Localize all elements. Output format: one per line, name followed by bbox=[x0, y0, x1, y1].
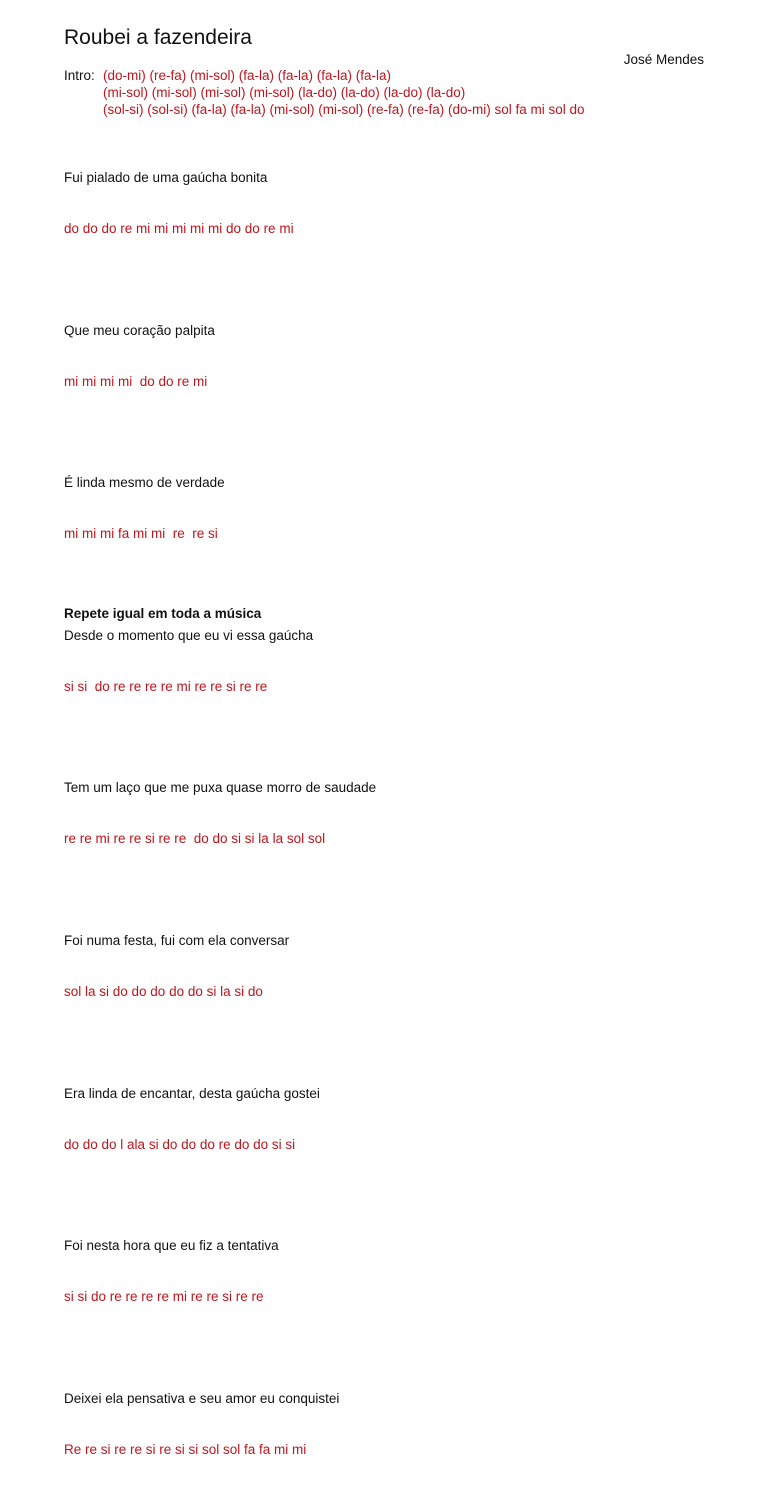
verse-notes: sol la si do do do do do si la si do bbox=[64, 983, 263, 999]
verse-notes: re re mi re re si re re do do si si la la sol sol bbox=[64, 831, 326, 847]
verse bbox=[64, 135, 376, 271]
verse-lyric: É linda mesmo de verdade bbox=[64, 475, 225, 491]
intro-section bbox=[64, 67, 585, 118]
verse bbox=[64, 1356, 376, 1492]
verse-lyric: Foi nesta hora que eu fiz a tentativa bbox=[64, 1238, 279, 1254]
verse-lyric: Tem um laço que me puxa quase morro de saudade bbox=[64, 780, 377, 796]
verse-lyric: Fui pialado de uma gaúcha bonita bbox=[64, 170, 268, 185]
verse-notes: Re re si re re si re si si sol sol fa fa mi mi bbox=[64, 1441, 307, 1457]
intro-notes-line: (mi-sol) (mi-sol) (mi-sol) (mi-sol) (la-do) (la-do) (la-do) (la-do) bbox=[103, 85, 466, 100]
song-author: José Mendes bbox=[623, 52, 704, 67]
intro-notes-line: (sol-si) (sol-si) (fa-la) (fa-la) (mi-sol) (mi-sol) (re-fa) (re-fa) (do-mi) sol fa mi sol do bbox=[103, 102, 585, 117]
verse-notes: do do do l ala si do do do re do do si si bbox=[64, 1136, 296, 1152]
verses-list bbox=[64, 135, 376, 1508]
verse bbox=[64, 288, 376, 424]
intro-notes-line: (do-mi) (re-fa) (mi-sol) (fa-la) (fa-la) (fa-la) (fa-la) bbox=[103, 68, 392, 83]
verse bbox=[64, 1051, 376, 1187]
verse-lyric: Desde o momento que eu vi essa gaúcha bbox=[64, 627, 314, 643]
verse-notes: mi mi mi mi do do re mi bbox=[64, 373, 208, 389]
verse bbox=[64, 745, 376, 881]
verse-lyric: Que meu coração palpita bbox=[64, 322, 215, 338]
verse bbox=[64, 1203, 376, 1339]
intro-notes bbox=[103, 67, 585, 118]
verse-notes: si si do re re re re mi re re si re re bbox=[64, 678, 268, 694]
verse-lyric: Era linda de encantar, desta gaúcha gostei bbox=[64, 1085, 320, 1101]
verse-notes: si si do re re re re mi re re si re re bbox=[64, 1289, 264, 1305]
repeat-instruction: Repete igual em toda a música bbox=[64, 606, 262, 621]
song-title: Roubei a fazendeira bbox=[64, 26, 252, 49]
verse bbox=[64, 898, 376, 1034]
verse-notes: mi mi mi fa mi mi re re si bbox=[64, 526, 218, 542]
verse-lyric: Foi numa festa, fui com ela conversar bbox=[64, 932, 290, 948]
verse bbox=[64, 440, 376, 576]
verse-notes: do do do re mi mi mi mi mi do do re mi bbox=[64, 221, 294, 236]
verse-lyric: Deixei ela pensativa e seu amor eu conquistei bbox=[64, 1390, 340, 1406]
intro-label: Intro: bbox=[64, 68, 95, 83]
